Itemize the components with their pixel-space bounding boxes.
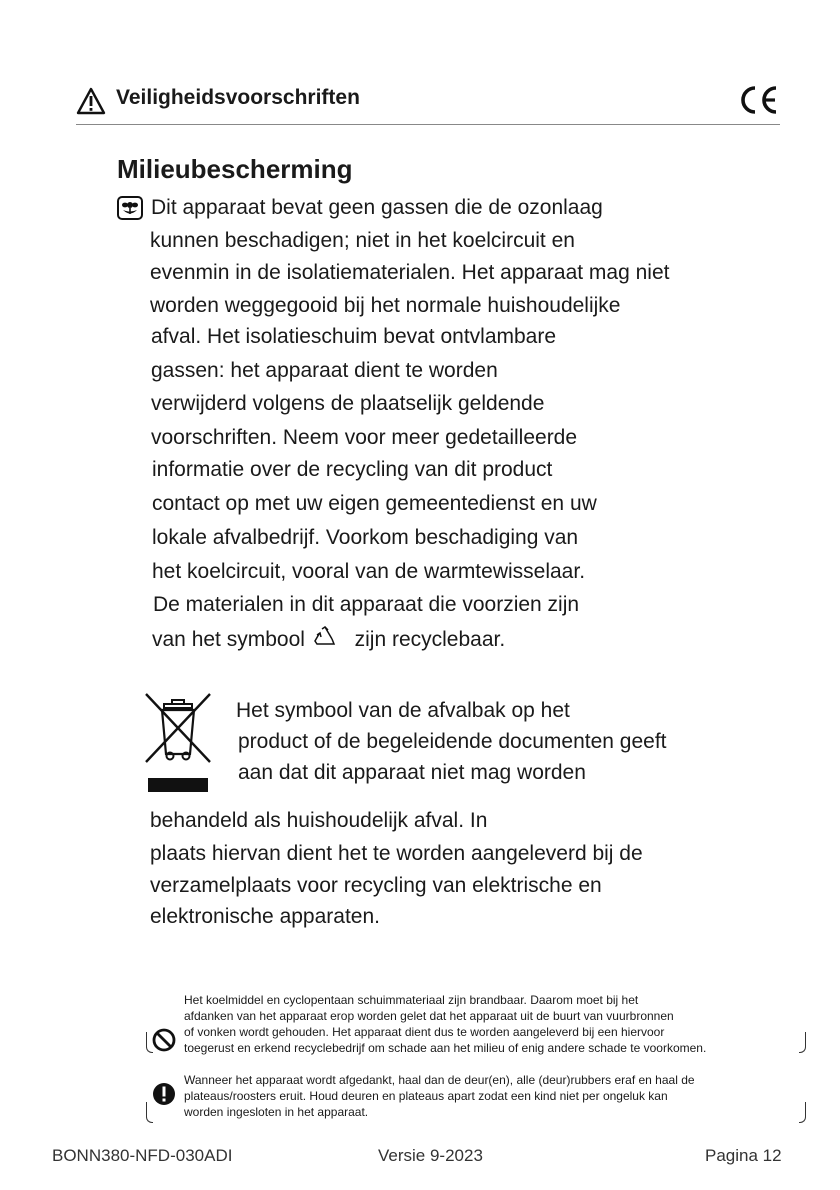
notice-line: Het koelmiddel en cyclopentaan schuimmateriaal zijn brandbaar. Daarom moet bij het bbox=[184, 993, 639, 1007]
notice-line: Wanneer het apparaat wordt afgedankt, haal dan de deur(en), alle (deur)rubbers eraf en haal de bbox=[184, 1073, 695, 1087]
paragraph-line: worden weggegooid bij het normale huishoudelijke bbox=[150, 294, 621, 317]
symbol-line-before: van het symbool bbox=[152, 628, 305, 651]
notice-line: plateaus/roosters eruit. Houd deuren en plateaus apart zodat een kind niet per ongeluk kan bbox=[184, 1089, 668, 1103]
symbol-line bbox=[152, 625, 505, 653]
warning-triangle-icon bbox=[76, 87, 106, 115]
weee-continued-line: plaats hiervan dient het te worden aangeleverd bij de bbox=[150, 842, 643, 865]
paragraph-line: het koelcircuit, vooral van de warmtewisselaar. bbox=[152, 560, 586, 583]
footer-model: BONN380-NFD-030ADI bbox=[52, 1146, 233, 1165]
flammable-notice bbox=[146, 992, 806, 1062]
header-title: Veiligheidsvoorschriften bbox=[116, 86, 360, 109]
ce-mark-icon bbox=[738, 84, 780, 116]
notice-line: toegerust en erkend recyclebedrijf om schade aan het milieu of enig andere schade te voorkomen. bbox=[184, 1041, 707, 1055]
paragraph-line: evenmin in de isolatiematerialen. Het apparaat mag niet bbox=[150, 261, 670, 284]
paragraph-line: voorschriften. Neem voor meer gedetailleerde bbox=[151, 426, 578, 449]
footer-page-number: Pagina 12 bbox=[705, 1146, 782, 1165]
notice-line: afdanken van het apparaat erop worden gelet dat het apparaat uit de buurt van vuurbronnen bbox=[184, 1009, 674, 1023]
paragraph-line: contact op met uw eigen gemeentedienst en uw bbox=[152, 492, 597, 515]
symbol-line-after: zijn recyclebaar. bbox=[354, 628, 506, 651]
paragraph-line: De materialen in dit apparaat die voorzien zijn bbox=[153, 593, 580, 616]
weee-side-line: Het symbool van de afvalbak op het bbox=[236, 699, 570, 722]
page-header bbox=[76, 82, 780, 125]
paragraph-line: verwijderd volgens de plaatselijk geldende bbox=[151, 392, 545, 415]
prohibition-icon bbox=[152, 1028, 176, 1052]
weee-continued-line: elektronische apparaten. bbox=[150, 905, 380, 928]
weee-continued-line: behandeld als huishoudelijk afval. In bbox=[150, 809, 488, 832]
notice-line: of vonken wordt gehouden. Het apparaat dient dus te worden aangeleverd bij een hiervoor bbox=[184, 1025, 665, 1039]
exclamation-icon bbox=[152, 1082, 176, 1106]
weee-continued-line: verzamelplaats voor recycling van elektrische en bbox=[150, 874, 602, 897]
notice-line: worden ingesloten in het apparaat. bbox=[184, 1105, 369, 1119]
footer-version: Versie 9-2023 bbox=[378, 1146, 483, 1165]
paragraph-line: informatie over de recycling van dit product bbox=[152, 458, 553, 481]
paragraph-line: lokale afvalbedrijf. Voorkom beschadiging van bbox=[152, 526, 579, 549]
crossed-out-bin-icon bbox=[142, 690, 214, 798]
section-title: Milieubescherming bbox=[117, 154, 353, 184]
weee-side-line: product of de begeleidende documenten geeft bbox=[238, 730, 667, 753]
recycle-symbol-icon bbox=[313, 625, 337, 649]
weee-side-line: aan dat dit apparaat niet mag worden bbox=[238, 761, 586, 784]
paragraph-line: gassen: het apparaat dient te worden bbox=[151, 359, 498, 382]
paragraph-line: afval. Het isolatieschuim bevat ontvlambare bbox=[151, 325, 557, 348]
eco-flower-icon bbox=[117, 196, 143, 220]
paragraph-line: Dit apparaat bevat geen gassen die de ozonlaag bbox=[151, 196, 603, 219]
child-safety-notice bbox=[146, 1072, 806, 1126]
paragraph-line: kunnen beschadigen; niet in het koelcircuit en bbox=[150, 229, 575, 252]
